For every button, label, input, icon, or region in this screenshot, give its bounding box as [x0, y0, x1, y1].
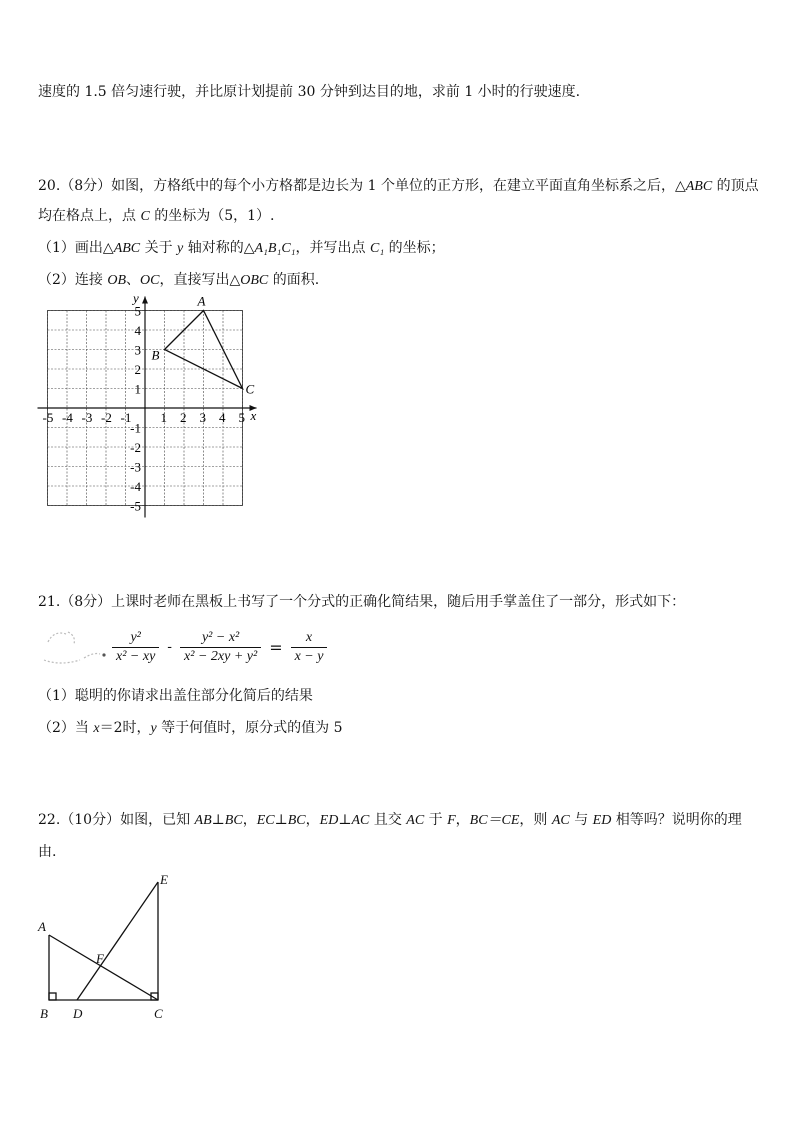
q20-p2-c: 的面积. [268, 272, 320, 288]
q21-f3-num: x [291, 629, 328, 648]
q21-part1: （1）聪明的你请求出盖住部分化简后的结果 [38, 688, 313, 704]
y-axis-label: y [133, 292, 139, 306]
q21-equals: = [269, 637, 283, 657]
q20-p1-c1: C₁ [369, 241, 385, 256]
y-tick-label: 3 [134, 342, 141, 358]
q20-p2-a: （2）连接 [38, 272, 108, 288]
q21-formula [112, 624, 327, 670]
q21-fraction-3 [291, 629, 328, 666]
q20-line2-b: 的坐标为（5，1）. [149, 208, 275, 224]
q20-head: 20.（8分）如图，方格纸中的每个小方格都是边长为 1 个单位的正方形，在建立平面直角坐标系之后，△ [38, 178, 686, 194]
x-tick-label: -2 [101, 410, 112, 425]
label-f: F [96, 951, 104, 966]
q22-s4: 于 [424, 812, 448, 828]
q21-f2-num: y² − x² [180, 629, 261, 648]
q20-p2-sep: 、 [126, 272, 141, 288]
y-tick-label: -1 [130, 420, 141, 436]
q20-p1-c: 轴对称的△ [183, 240, 255, 256]
vertex-label-a: A [197, 293, 206, 309]
q22-geometry-figure [30, 868, 180, 1028]
q20-part2 [38, 270, 319, 291]
q20-p2-oc: OC [140, 273, 160, 288]
x-tick-label: 3 [199, 410, 206, 425]
q20-part1 [38, 238, 445, 259]
triangle-abc [152, 294, 255, 397]
q20-p2-ob: OB [107, 273, 127, 288]
q21-f1-num: y² [112, 629, 159, 648]
x-tick-label: 2 [180, 410, 187, 425]
q20-head-tail: 的顶点 [712, 178, 759, 194]
x-tick-label: 1 [160, 410, 167, 425]
segment-ac [49, 935, 158, 1000]
x-tick-label: 4 [219, 410, 226, 425]
q21-p2-y: y [150, 721, 157, 736]
q21-p2-a: （2）当 [38, 720, 94, 736]
q22-heading [38, 810, 742, 831]
q20-heading [38, 176, 759, 197]
q22-s7: 与 [569, 812, 593, 828]
q22-ac2: AC [551, 813, 570, 828]
q22-ed-ac: ED⊥AC [319, 813, 370, 828]
q21-fraction-1 [112, 629, 159, 666]
q22-s3: 且交 [369, 812, 407, 828]
q20-p1-a: （1）画出△ [38, 240, 114, 256]
y-tick-label: -5 [130, 498, 141, 514]
q20-line2 [38, 206, 275, 227]
q22-s6: ，则 [519, 812, 552, 828]
q22-s5: ， [455, 812, 470, 828]
q22-ed: ED [592, 813, 612, 828]
x-tick-label: -1 [120, 410, 132, 425]
q20-point-c: C [140, 209, 150, 224]
y-tick-label: -2 [130, 440, 141, 455]
q22-s8: 相等吗？说明你的理 [611, 812, 742, 828]
q20-head-abc: ABC [685, 179, 713, 194]
q22-line2: 由. [38, 844, 57, 860]
y-tick-label: 4 [134, 323, 141, 338]
q21-f3-den: x − y [294, 648, 324, 664]
q22-ab-bc: AB⊥BC [194, 813, 243, 828]
label-b: B [40, 1006, 48, 1021]
q22-bc-ce: BC＝CE [469, 813, 520, 828]
q20-p1-d: ，并写出点 [295, 240, 370, 256]
q21-part2 [38, 718, 343, 739]
x-tick-label: -4 [62, 410, 73, 425]
q21-f1-den: x² − xy [116, 648, 156, 664]
q20-p1-y: y [177, 241, 184, 256]
segment-de [77, 882, 158, 1000]
q20-p1-e: 的坐标； [384, 240, 445, 256]
q21-p2-x: x [93, 721, 100, 736]
label-d: D [73, 1006, 83, 1021]
y-axis-arrow [142, 297, 148, 304]
x-tick-label: -3 [81, 410, 93, 425]
q20-p1-b: 关于 [140, 240, 178, 256]
q21-p2-b: ＝2时， [99, 720, 151, 736]
y-tick-label: 2 [134, 362, 141, 377]
q20-line2-a: 均在格点上，点 [38, 208, 141, 224]
y-tick-label: 5 [134, 303, 141, 319]
x-axis-label: x [250, 408, 257, 423]
axes [38, 292, 257, 518]
q22-f: F [447, 813, 456, 828]
q22-ac1: AC [406, 813, 425, 828]
q22-s1: ， [242, 812, 257, 828]
vertex-label-c: C [245, 381, 255, 397]
q22-s2: ， [305, 812, 320, 828]
q22-ec-bc: EC⊥BC [256, 813, 306, 828]
palm-cover-smudge [40, 624, 112, 670]
label-e: E [160, 872, 168, 887]
q20-p2-b: ，直接写出△ [159, 272, 241, 288]
q21-fraction-2 [180, 629, 261, 666]
coordinate-grid-figure [30, 292, 270, 524]
q21-heading: 21.（8分）上课时老师在黑板上书写了一个分式的正确化简结果，随后用手掌盖住了一部分，形式如下： [38, 594, 686, 610]
x-tick-label: -5 [42, 410, 54, 425]
q21-minus: - [167, 639, 173, 655]
q20-p1-abc: ABC [113, 241, 141, 256]
label-a: A [38, 919, 46, 934]
right-angle-b [49, 993, 56, 1000]
q20-p1-tri: A₁B₁C₁ [254, 241, 296, 256]
q22-head-a: 22.（10分）如图，已知 [38, 812, 195, 828]
q21-f2-den: x² − 2xy + y² [184, 648, 258, 664]
vertex-label-b: B [151, 347, 160, 363]
y-tick-label: -4 [130, 479, 141, 494]
y-tick-label: 1 [134, 381, 141, 397]
intro-line: 速度的 1.5 倍匀速行驶，并比原计划提前 30 分钟到达目的地，求前 1 小时的行驶速度. [38, 84, 581, 100]
label-c: C [154, 1006, 163, 1021]
q21-p2-c: 等于何值时，原分式的值为 5 [156, 720, 343, 736]
q20-p2-obc: OBC [240, 273, 269, 288]
y-tick-label: -3 [130, 459, 141, 475]
x-tick-label: 5 [238, 410, 245, 425]
